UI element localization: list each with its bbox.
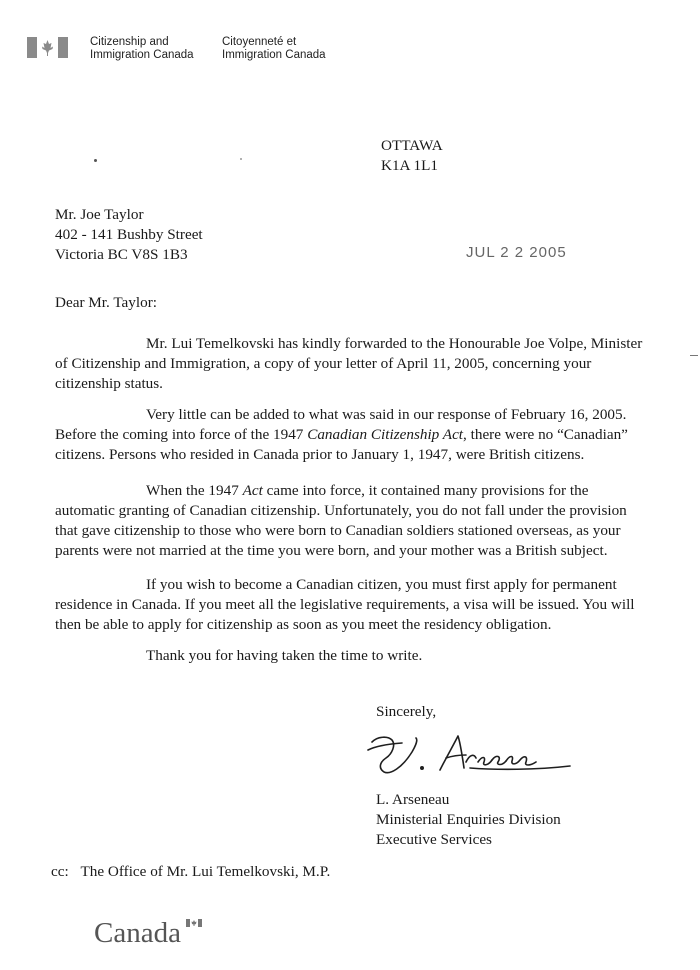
act-italic: Act	[242, 482, 263, 499]
paragraph-line: Thank you for having taken the time to write.	[146, 647, 423, 664]
paragraph-line: citizenship status.	[55, 375, 163, 392]
paragraph-line: Mr. Lui Temelkovski has kindly forwarded to the Honourable Joe Volpe, Minister	[146, 335, 643, 352]
department-en-line-1: Citizenship and	[90, 36, 169, 48]
margin-tick	[690, 355, 698, 356]
paragraph-line: Very little can be added to what was said in our response of February 16, 2005.	[146, 406, 627, 423]
department-name-en	[90, 36, 194, 62]
paragraph-line: parents were not married at the time you were born, and your mother was a British subject.	[55, 542, 608, 559]
department-fr-line-1: Citoyenneté et	[222, 36, 297, 48]
date-stamp: JUL 2 2 2005	[466, 244, 567, 261]
signatory-unit: Executive Services	[376, 831, 492, 848]
department-en-line-2: Immigration Canada	[90, 49, 194, 61]
cc-line	[51, 862, 330, 882]
signatory-division: Ministerial Enquiries Division	[376, 811, 561, 828]
paragraph-line: that gave citizenship to those who were born to Canadian soldiers stationed overseas, as your	[55, 522, 621, 539]
scan-speck	[94, 159, 97, 162]
wordmark-text: Canada	[94, 917, 181, 949]
canada-wordmark	[94, 917, 181, 950]
recipient-street: 402 - 141 Bushby Street	[55, 226, 203, 243]
sender-postal-code: K1A 1L1	[381, 157, 438, 174]
act-title-italic: Canadian Citizenship Act	[307, 426, 464, 443]
salutation: Dear Mr. Taylor:	[55, 294, 157, 311]
paragraph-line: citizens. Persons who resided in Canada prior to January 1, 1947, were British citizens.	[55, 446, 585, 463]
body-paragraph-5	[146, 646, 422, 666]
paragraph-line: If you wish to become a Canadian citizen, you must first apply for permanent	[146, 576, 617, 593]
text-run: , there were no “Canadian”	[463, 426, 628, 443]
handwritten-signature	[366, 728, 576, 780]
text-run: Before the coming into force of the 1947	[55, 426, 308, 443]
cc-label: cc:	[51, 863, 69, 880]
body-paragraph-3	[55, 481, 627, 561]
recipient-address	[55, 205, 203, 265]
recipient-name: Mr. Joe Taylor	[55, 206, 144, 223]
text-run: came into force, it contained many provisions for the	[262, 482, 589, 499]
signatory-name: L. Arseneau	[376, 791, 450, 808]
paragraph-line	[55, 481, 627, 501]
body-paragraph-4	[55, 575, 635, 635]
paragraph-line: automatic granting of Canadian citizenship. Unfortunately, you do not fall under the provision	[55, 502, 627, 519]
paragraph-line: then be able to apply for citizenship as soon as you meet the residency obligation.	[55, 616, 552, 633]
cc-recipient: The Office of Mr. Lui Temelkovski, M.P.	[80, 863, 331, 880]
closing: Sincerely,	[376, 703, 437, 720]
text-run: When the 1947	[146, 482, 243, 499]
wordmark-flag-icon	[186, 919, 202, 927]
paragraph-line: of Citizenship and Immigration, a copy of your letter of April 11, 2005, concerning your	[55, 355, 592, 372]
department-fr-line-2: Immigration Canada	[222, 49, 326, 61]
paragraph-line	[55, 425, 628, 445]
body-paragraph-2	[55, 405, 628, 465]
paragraph-line: residence in Canada. If you meet all the legislative requirements, a visa will be issued. You will	[55, 596, 635, 613]
canada-flag-icon	[27, 37, 68, 58]
signatory-block	[376, 790, 561, 850]
sender-city: OTTAWA	[381, 137, 443, 154]
scan-speck	[240, 158, 242, 160]
recipient-city-line: Victoria BC V8S 1B3	[55, 246, 188, 263]
sender-address	[381, 136, 443, 176]
department-name-fr	[222, 36, 326, 62]
body-paragraph-1	[55, 334, 642, 394]
